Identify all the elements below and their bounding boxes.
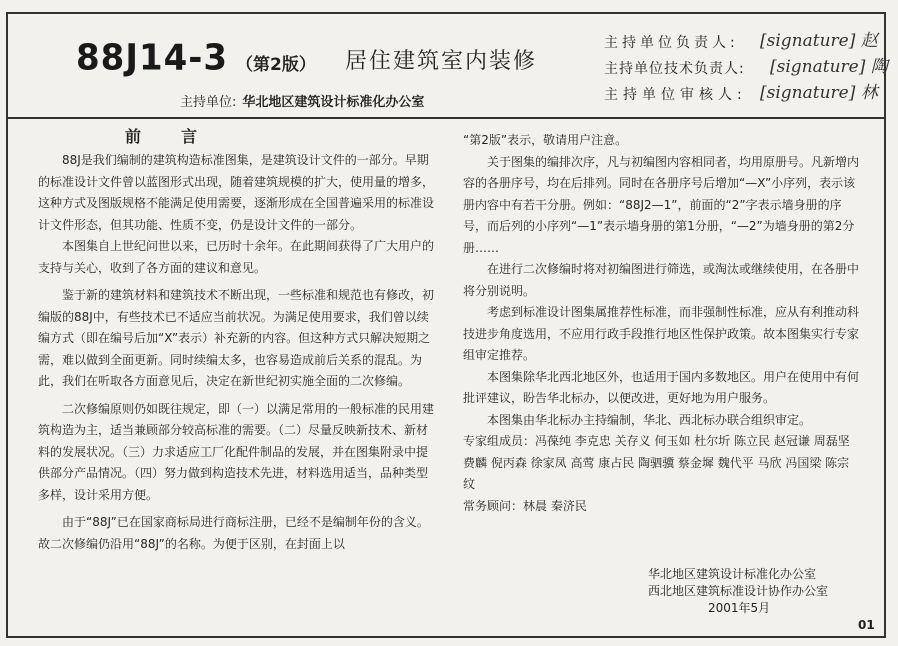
signature-review: [signature] 林 <box>760 83 878 103</box>
experts-label: 专家组成员： <box>463 434 536 448</box>
host-label: 主持单位: <box>180 95 237 110</box>
role-tech: 主持单位技术负责人: <box>604 61 745 77</box>
paragraph: 本图集由华北标办主持编制，华北、西北标办联合组织审定。 <box>487 412 812 427</box>
atlas-title: 居住建筑室内装修 <box>345 49 538 74</box>
page-number: 01 <box>858 618 875 632</box>
sign-org-northwest: 西北地区建筑标准设计协作办公室 <box>648 584 829 598</box>
host-unit <box>180 91 424 110</box>
advisors-list <box>463 496 861 518</box>
atlas-code: 88J14-3 <box>76 37 229 79</box>
preface-left-column <box>38 150 438 555</box>
preface-title: 前言 <box>125 127 238 146</box>
preface-right-column <box>463 130 861 517</box>
header-divider <box>6 117 886 119</box>
advisors-names: 林晨 秦济民 <box>523 498 587 513</box>
role-head: 主持单位负责人: <box>604 35 739 51</box>
paragraph: 考虑到标准设计图集属推荐性标准，而非强制性标准，应从有利推动科技进步角度选用，不应用行政手段推行地区性保护政策。故本图集实行专家组审定推荐。 <box>463 305 860 362</box>
advisors-label: 常务顾问： <box>463 498 524 513</box>
sign-date: 2001年5月 <box>708 601 771 615</box>
experts-names: 冯葆纯 李克忠 关存义 何玉如 杜尔圻 陈立民 赵冠谦 周磊坚 费麟 倪丙森 徐家凤 高莺 康占民 陶驷骥 蔡金墀 魏代平 马欣 冯国梁 陈宗纹 <box>463 434 850 491</box>
paragraph: “第2版”表示，敬请用户注意。 <box>463 133 628 147</box>
paragraph: 关于图集的编排次序，凡与初编图内容相同者，均用原册号。凡新增内容的各册序号，均在后排列。同时在各册序号后增加“—X”小序列，表示该册内容中有若干分册。例如：“88J2—1”，前面的“2”字表示墙身册的序号，而后列的小序列“—1”表示墙身册的第1分册，“—2”为墙身册的第2分册…… <box>463 154 860 255</box>
signature-head: [signature] 赵 <box>760 31 878 51</box>
paragraph: 本图集除华北西北地区外，也适用于国内多数地区。用户在使用中有何批评建议，盼告华北标办，以便改进，更好地为用户服务。 <box>463 369 860 405</box>
paragraph: 二次修编原则仍如既往规定，即（一）以满足常用的一般标准的民用建筑构造为主，适当兼顾部分较高标准的需要。（二）尽量反映新技术、新材料的发展状况。（三）力求适应工厂化配件制品的发展，并在图集附录中提供部分产品情况。（四）努力做到构造技术先进，材料选用适当，品种类型多样，设计采用方便。 <box>38 401 435 502</box>
signature-tech: [signature] 陶 <box>770 57 888 77</box>
experts-list <box>463 431 861 496</box>
role-review: 主持单位审核人: <box>604 87 747 103</box>
paragraph: 88J是我们编制的建筑构造标准图集，是建筑设计文件的一部分。早期的标准设计文件曾以蓝图形式出现，随着建筑规模的扩大，使用量的增多，这种方式及图版规格不能满足使用需要，逐渐形成在全国普遍采用的标准设计文件形态，但其功能、性质不变，仍是设计文件的一部分。 <box>38 153 435 232</box>
host-name: 华北地区建筑设计标准化办公室 <box>242 95 425 110</box>
paragraph: 鉴于新的建筑材料和建筑技术不断出现，一些标准和规范也有修改，初编版的88J中，有些技术已不适应当前状况。为满足使用要求，我们曾以续编方式（即在编号后加“X”表示）补充新的内容。但这种方式只解决短期之需，难以做到全面更新。同时续编太多，也容易造成前后关系的混乱。为此，我们在听取各方面意见后，决定在新世纪初实施全面的二次修编。 <box>38 288 435 388</box>
edition-label: （第2版） <box>236 55 316 75</box>
paragraph: 在进行二次修编时将对初编图进行筛选，或淘汰或继续使用，在各册中将分别说明。 <box>463 262 860 298</box>
paragraph: 本图集自上世纪问世以来，已历时十余年。在此期间获得了广大用户的支持与关心，收到了各方面的建议和意见。 <box>38 239 435 275</box>
sign-org-north: 华北地区建筑设计标准化办公室 <box>648 567 817 581</box>
paragraph: 由于“88J”已在国家商标局进行商标注册，已经不是编制年份的含义。故二次修编仍沿用“88J”的名称。为便于区别，在封面上以 <box>38 515 429 551</box>
